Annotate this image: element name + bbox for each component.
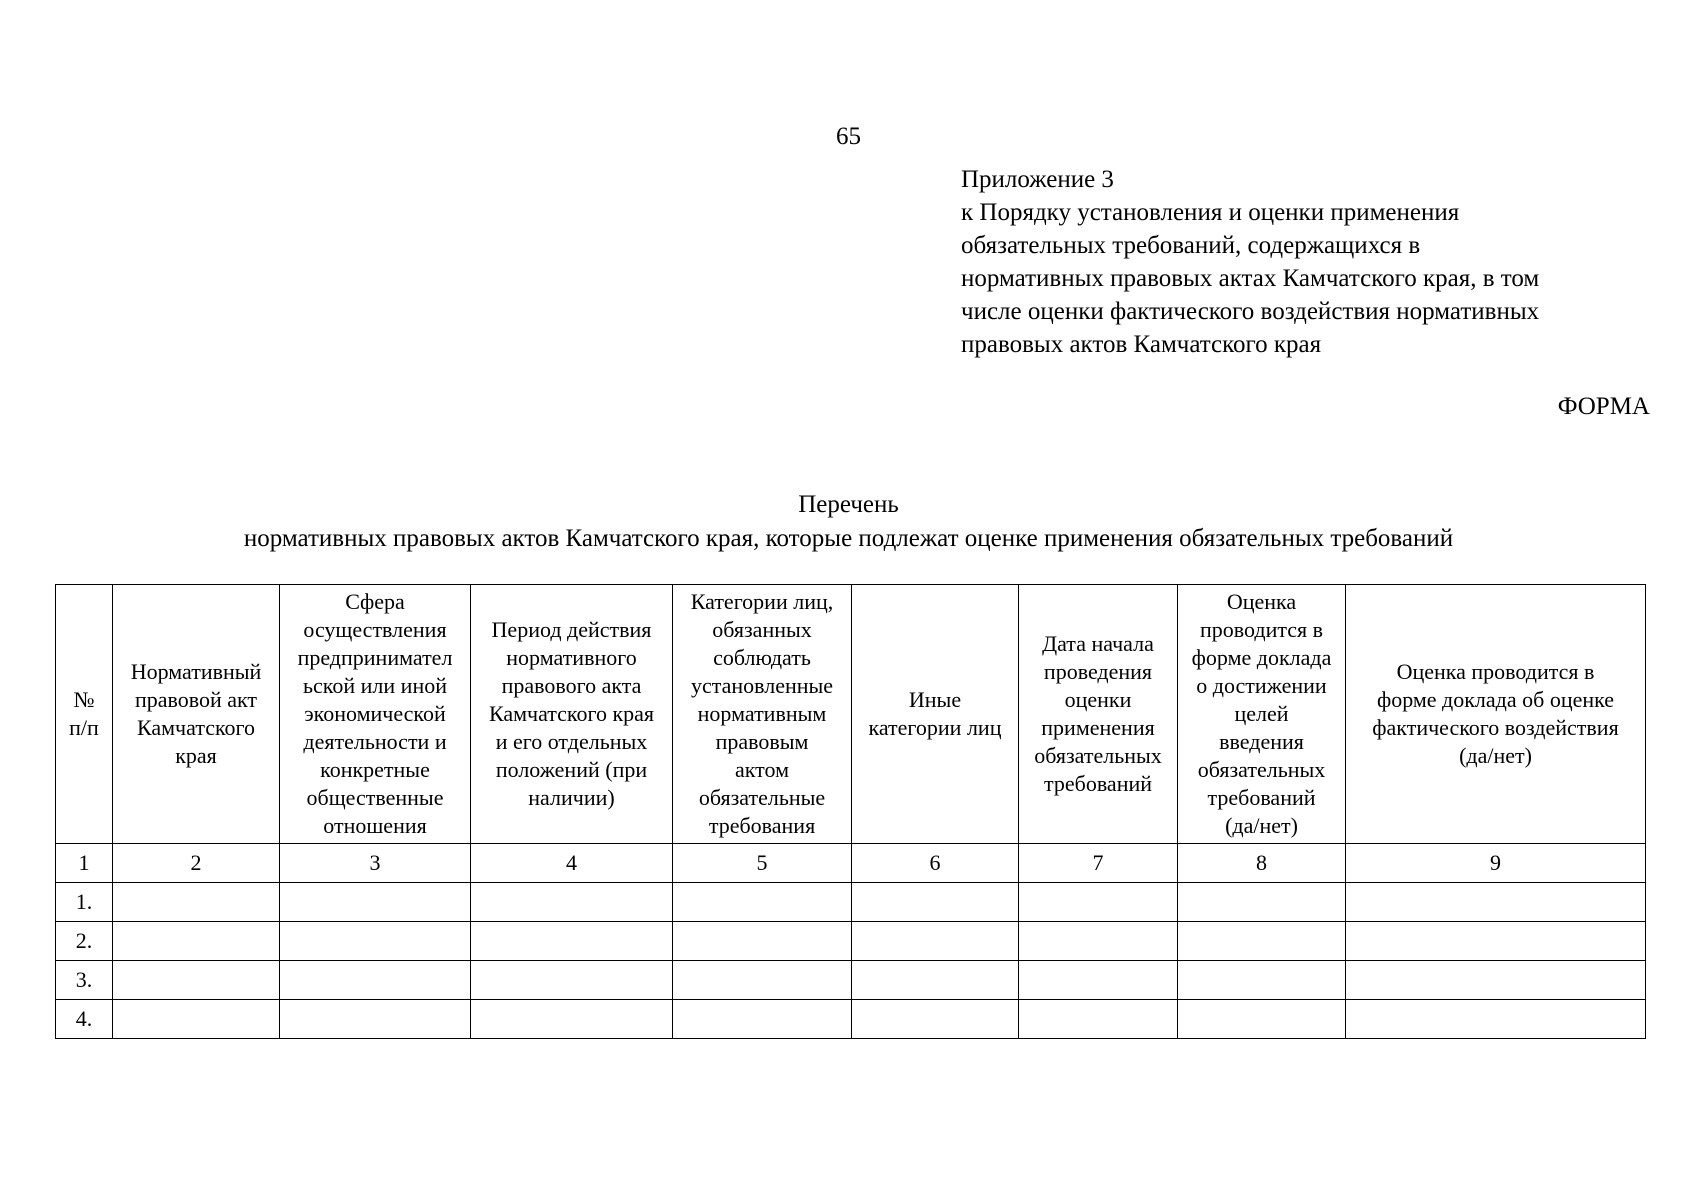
empty-cell bbox=[113, 1000, 280, 1039]
empty-cell bbox=[1178, 883, 1346, 922]
title-line-2: нормативных правовых актов Камчатского края, которые подлежат оценке применения обязательных требований bbox=[243, 525, 1454, 552]
appendix-line: правовых актов Камчатского края bbox=[961, 331, 1322, 358]
empty-cell bbox=[1019, 961, 1178, 1000]
table-row bbox=[56, 1000, 1646, 1039]
empty-cell bbox=[852, 883, 1019, 922]
empty-cell bbox=[280, 1000, 471, 1039]
header-cell-start-date: Дата начала проведения оценки применения обязательных требований bbox=[1019, 585, 1178, 844]
empty-cell bbox=[280, 961, 471, 1000]
empty-cell bbox=[471, 1000, 673, 1039]
empty-cell bbox=[1346, 961, 1646, 1000]
document-title bbox=[0, 488, 1697, 556]
column-number-cell: 6 bbox=[852, 844, 1019, 883]
empty-cell bbox=[1019, 922, 1178, 961]
column-number-cell: 9 bbox=[1346, 844, 1646, 883]
empty-cell bbox=[280, 922, 471, 961]
row-number-cell: 2. bbox=[56, 922, 113, 961]
empty-cell bbox=[280, 883, 471, 922]
column-number-row bbox=[56, 844, 1646, 883]
empty-cell bbox=[1178, 961, 1346, 1000]
appendix-line: нормативных правовых актах Камчатского края, в том bbox=[961, 265, 1540, 292]
empty-cell bbox=[471, 961, 673, 1000]
empty-cell bbox=[1346, 922, 1646, 961]
requirements-table bbox=[55, 584, 1646, 1039]
appendix-line: Приложение 3 bbox=[961, 166, 1114, 193]
empty-cell bbox=[1019, 883, 1178, 922]
empty-cell bbox=[471, 883, 673, 922]
column-number-cell: 8 bbox=[1178, 844, 1346, 883]
row-number-cell: 1. bbox=[56, 883, 113, 922]
empty-cell bbox=[113, 883, 280, 922]
header-row bbox=[56, 585, 1646, 844]
empty-cell bbox=[1019, 1000, 1178, 1039]
empty-cell bbox=[471, 922, 673, 961]
empty-cell bbox=[852, 922, 1019, 961]
empty-cell bbox=[1346, 883, 1646, 922]
appendix-note bbox=[961, 163, 1661, 361]
empty-cell bbox=[1178, 1000, 1346, 1039]
table-row bbox=[56, 922, 1646, 961]
row-number-cell: 3. bbox=[56, 961, 113, 1000]
header-cell-other-persons: Иные категории лиц bbox=[852, 585, 1019, 844]
column-number-cell: 1 bbox=[56, 844, 113, 883]
empty-cell bbox=[673, 883, 852, 922]
column-number-cell: 5 bbox=[673, 844, 852, 883]
empty-cell bbox=[673, 922, 852, 961]
column-number-cell: 4 bbox=[471, 844, 673, 883]
header-cell-number: № п/п bbox=[56, 585, 113, 844]
empty-cell bbox=[852, 1000, 1019, 1039]
empty-cell bbox=[113, 922, 280, 961]
table-row bbox=[56, 961, 1646, 1000]
appendix-line: обязательных требований, содержащихся в bbox=[961, 232, 1421, 259]
empty-cell bbox=[852, 961, 1019, 1000]
table-row bbox=[56, 883, 1646, 922]
title-line-1: Перечень bbox=[798, 491, 899, 518]
header-cell-validity-period: Период действия нормативного правового акта Камчатского края и его отдельных положений (при наличии) bbox=[471, 585, 673, 844]
row-number-cell: 4. bbox=[56, 1000, 113, 1039]
empty-cell bbox=[1346, 1000, 1646, 1039]
header-cell-legal-act: Нормативный правовой акт Камчатского края bbox=[113, 585, 280, 844]
header-cell-obliged-persons: Категории лиц, обязанных соблюдать установленные нормативным правовым актом обязательные требования bbox=[673, 585, 852, 844]
empty-cell bbox=[1178, 922, 1346, 961]
page-number: 65 bbox=[836, 123, 861, 150]
empty-cell bbox=[113, 961, 280, 1000]
header-cell-activity-sphere: Сфера осуществления предпринимател ьской или иной экономической деятельности и конкретные общественные отношения bbox=[280, 585, 471, 844]
column-number-cell: 3 bbox=[280, 844, 471, 883]
form-label: ФОРМА bbox=[1557, 393, 1650, 420]
column-number-cell: 2 bbox=[113, 844, 280, 883]
empty-cell bbox=[673, 1000, 852, 1039]
appendix-line: к Порядку установления и оценки применения bbox=[961, 199, 1460, 226]
column-number-cell: 7 bbox=[1019, 844, 1178, 883]
header-cell-impact-report: Оценка проводится в форме доклада об оценке фактического воздействия (да/нет) bbox=[1346, 585, 1646, 844]
appendix-line: числе оценки фактического воздействия нормативных bbox=[961, 298, 1540, 325]
empty-cell bbox=[673, 961, 852, 1000]
header-cell-goals-report: Оценка проводится в форме доклада о достижении целей введения обязательных требований (да/нет) bbox=[1178, 585, 1346, 844]
